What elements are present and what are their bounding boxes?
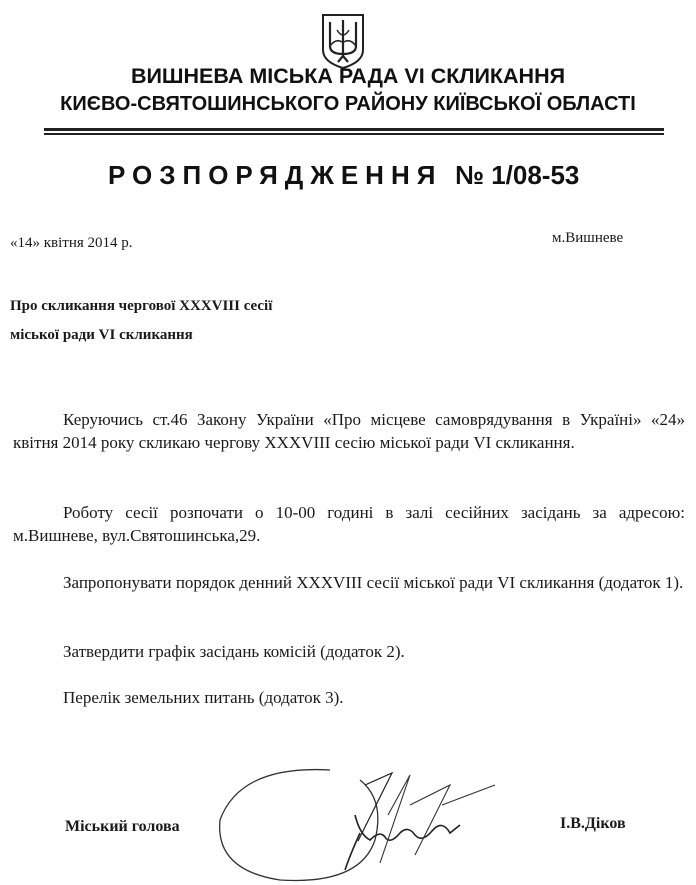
signer-name: І.В.Діков — [560, 815, 626, 832]
subject-line-2: міської ради VI скликання — [10, 327, 193, 343]
document-number: № 1/08-53 — [455, 160, 580, 190]
document-title: РОЗПОРЯДЖЕННЯ — [108, 160, 443, 190]
paragraph-5: Перелік земельних питань (додаток 3). — [63, 688, 344, 707]
subject-line-1: Про скликання чергової XXXVIII сесії — [10, 298, 273, 314]
document-subject — [10, 292, 272, 350]
paragraph-4: Затвердити графік засідань комісій (додаток 2). — [63, 642, 405, 661]
council-name: ВИШНЕВА МІСЬКА РАДА VI СКЛИКАННЯ — [130, 64, 566, 88]
signer-title: Міський голова — [65, 818, 180, 835]
handwritten-signature — [210, 745, 500, 885]
document-city: м.Вишневе — [552, 230, 624, 246]
tryzub-icon — [320, 12, 366, 70]
paragraph-1: Керуючись ст.46 Закону України «Про місцеве самоврядування в Україні» «24» квітня 2014 року скликаю чергову XXXVIII сесію міської ради VI скликання. — [13, 410, 685, 452]
council-district: КИЄВО-СВЯТОШИНСЬКОГО РАЙОНУ КИЇВСЬКОЇ ОБЛАСТІ — [60, 93, 636, 115]
document-date: «14» квітня 2014 р. — [10, 235, 133, 251]
paragraph-3: Запропонувати порядок денний XXXVIII сесії міської ради VI скликання (додаток 1). — [63, 573, 684, 592]
paragraph-2: Роботу сесії розпочати о 10-00 годині в залі сесійних засідань за адресою: м.Вишневе, вул.Святошинська,29. — [13, 503, 685, 545]
header-divider-thin — [44, 133, 664, 135]
header-divider — [44, 128, 664, 131]
